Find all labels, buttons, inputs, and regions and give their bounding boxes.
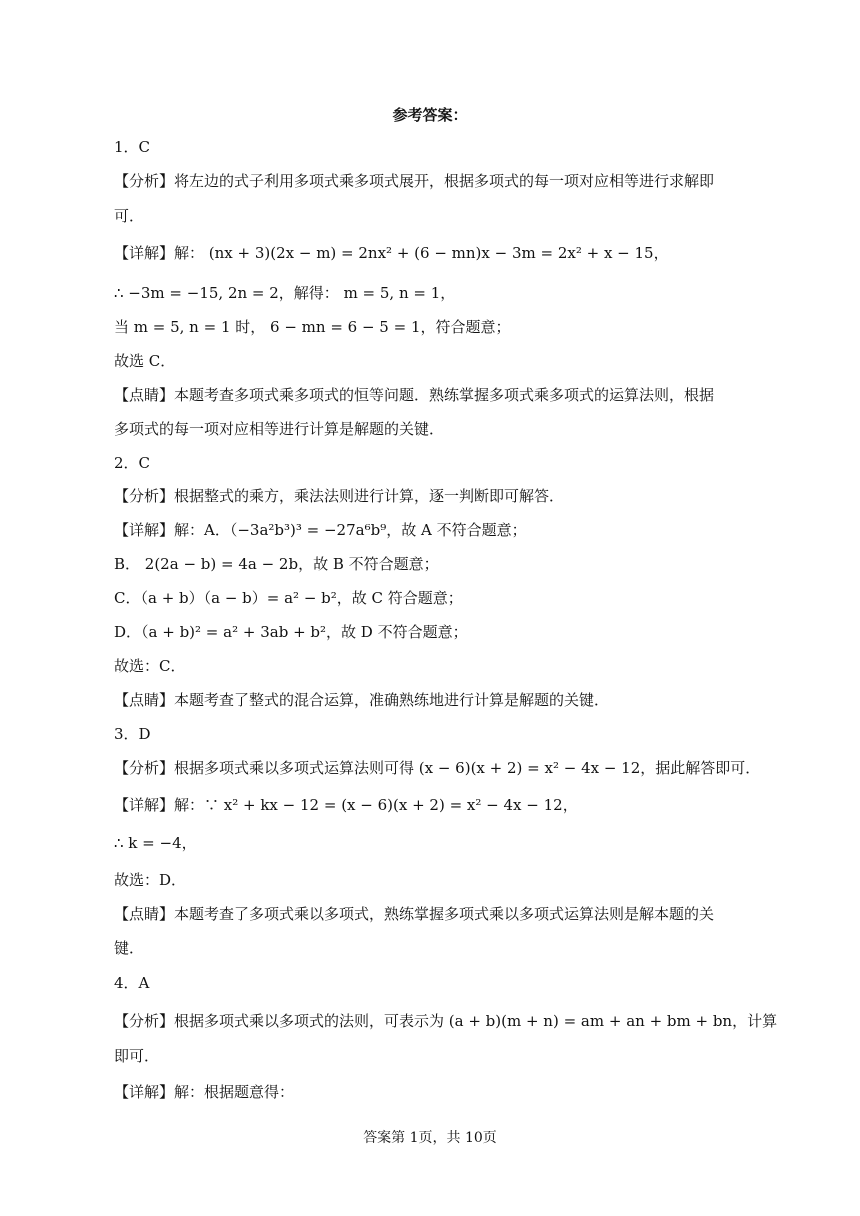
comment-line: 【点睛】本题考查了整式的混合运算，准确熟练地进行计算是解题的关键． bbox=[114, 691, 610, 709]
answer-2-heading: 2．C bbox=[114, 454, 151, 472]
choice-line: 故选：D． bbox=[114, 871, 187, 889]
analysis-line: 【分析】根据多项式乘以多项式运算法则可得 (x − 6)(x + 2) = x² − 4x − 12，据此解答即可． bbox=[114, 759, 761, 777]
page-title: 参考答案： bbox=[392, 106, 468, 124]
choice-line: 故选 C． bbox=[114, 352, 176, 370]
analysis-line: 【分析】将左边的式子利用多项式乘多项式展开，根据多项式的每一项对应相等进行求解即 bbox=[114, 172, 715, 190]
comment-line: 【点睛】本题考查了多项式乘以多项式，熟练掌握多项式乘以多项式运算法则是解本题的关 bbox=[114, 905, 715, 923]
choice-line: 故选：C． bbox=[114, 657, 186, 675]
check-line: 当 m = 5, n = 1 时， 6 − mn = 6 − 5 = 1，符合题意； bbox=[114, 318, 511, 336]
answer-1-heading: 1．C bbox=[114, 138, 151, 156]
comment-line-cont: 键． bbox=[114, 939, 145, 957]
option-c-line: C．（a + b）（a − b）= a² − b²，故 C 符合题意； bbox=[114, 589, 463, 607]
therefore-line: ∴ k = −4， bbox=[114, 834, 197, 852]
answer-4-heading: 4．A bbox=[114, 974, 150, 992]
analysis-line: 【分析】根据多项式乘以多项式的法则，可表示为 (a + b)(m + n) = am + an + bm + bn，计算 bbox=[114, 1012, 778, 1030]
analysis-line-cont: 即可． bbox=[114, 1047, 160, 1065]
option-b-line: B． 2(2a − b) = 4a − 2b，故 B 不符合题意； bbox=[114, 555, 439, 573]
answer-3-heading: 3．D bbox=[114, 725, 151, 743]
therefore-line: ∴ −3m = −15, 2n = 2，解得： m = 5, n = 1， bbox=[114, 284, 456, 302]
detail-line: 【详解】解： (nx + 3)(2x − m) = 2nx² + (6 − mn)x − 3m = 2x² + x − 15， bbox=[114, 244, 669, 262]
detail-line: 【详解】解：∵ x² + kx − 12 = (x − 6)(x + 2) = x² − 4x − 12， bbox=[114, 796, 578, 814]
comment-line: 【点睛】本题考查多项式乘多项式的恒等问题．熟练掌握多项式乘多项式的运算法则，根据 bbox=[114, 386, 715, 404]
detail-line: 【详解】解：A．（−3a²b³)³ = −27a⁶b⁹，故 A 不符合题意； bbox=[114, 521, 527, 539]
comment-line-cont: 多项式的每一项对应相等进行计算是解题的关键． bbox=[114, 420, 445, 438]
analysis-line-cont: 可． bbox=[114, 207, 145, 225]
analysis-line: 【分析】根据整式的乘方，乘法法则进行计算，逐一判断即可解答． bbox=[114, 487, 565, 505]
detail-line: 【详解】解：根据题意得： bbox=[114, 1083, 295, 1101]
page-footer: 答案第 1页，共 10页 bbox=[363, 1130, 497, 1146]
option-d-line: D．（a + b)² = a² + 3ab + b²，故 D 不符合题意； bbox=[114, 623, 468, 641]
